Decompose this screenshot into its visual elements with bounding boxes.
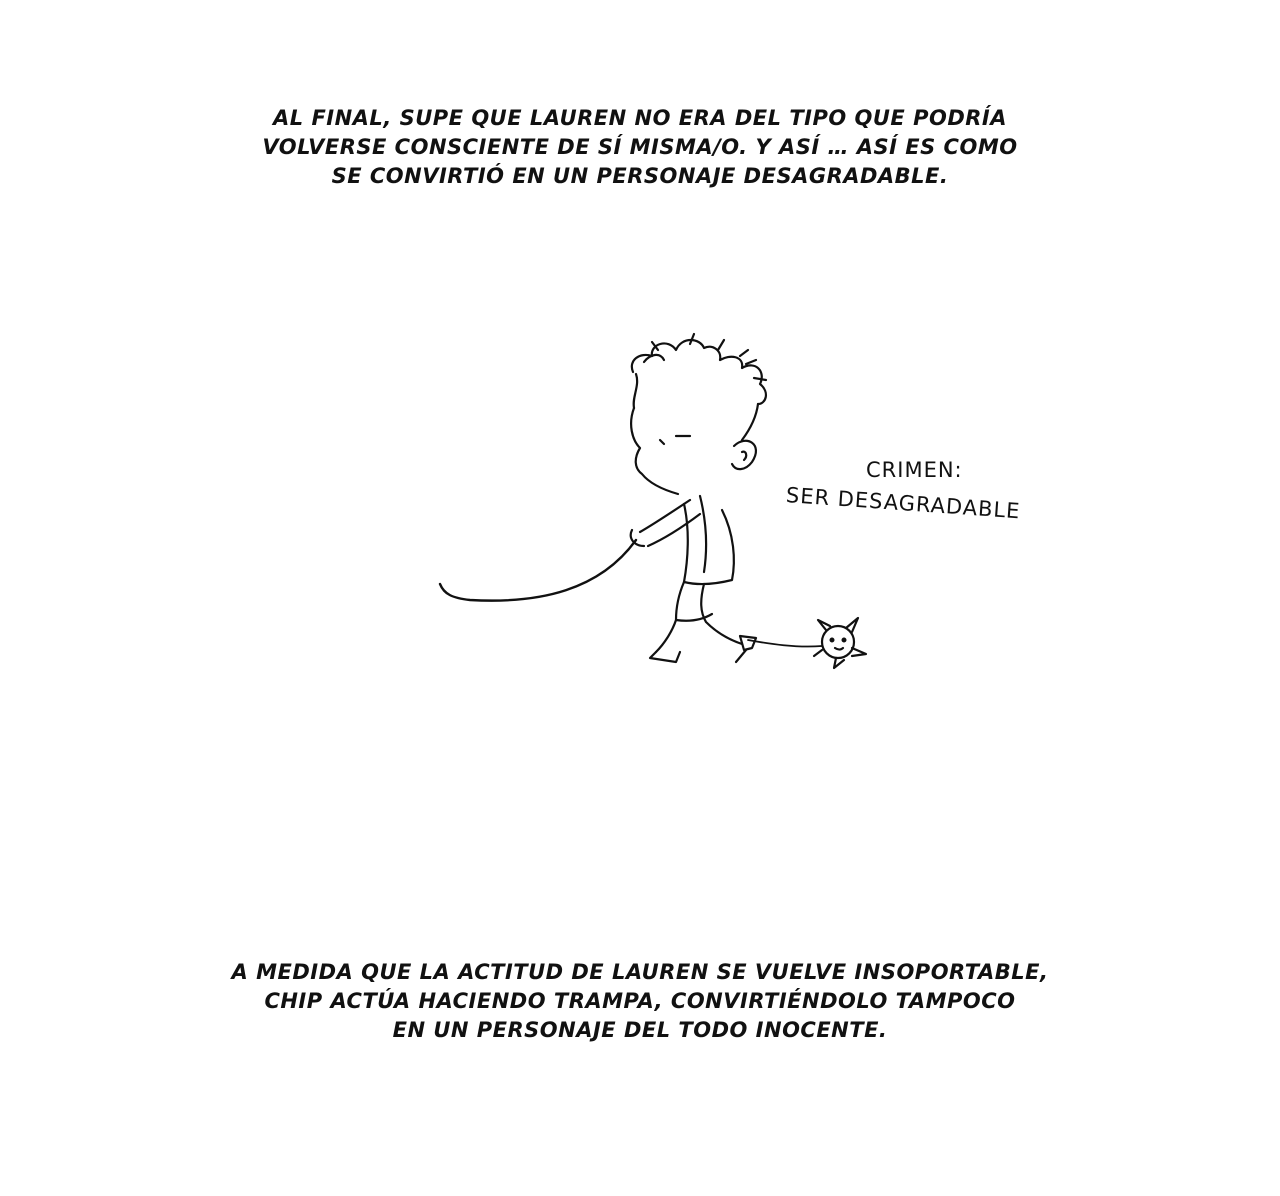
caption-top-line-1: AL FINAL, SUPE QUE LAUREN NO ERA DEL TIPO QUE PODRÍA xyxy=(273,106,1007,130)
child-with-leash-icon xyxy=(631,334,766,662)
spiky-pet-icon xyxy=(814,618,866,668)
leash-rope xyxy=(440,540,636,601)
caption-bottom-line-3: EN UN PERSONAJE DEL TODO INOCENTE. xyxy=(392,1018,888,1042)
crime-label-text: SER DESAGRADABLE xyxy=(785,483,1022,524)
caption-bottom xyxy=(0,958,1280,1045)
pet-leash xyxy=(748,640,822,647)
caption-bottom-line-2: CHIP ACTÚA HACIENDO TRAMPA, CONVIRTIÉNDOLO TAMPOCO xyxy=(264,989,1016,1013)
crime-label xyxy=(785,458,1046,524)
caption-top-line-3: SE CONVIRTIÓ EN UN PERSONAJE DESAGRADABLE. xyxy=(331,164,949,188)
crime-label-line-1: CRIMEN: xyxy=(866,458,963,482)
caption-top xyxy=(0,104,1280,191)
caption-top-line-2: VOLVERSE CONSCIENTE DE SÍ MISMA/O. Y ASÍ … ASÍ ES COMO xyxy=(262,135,1018,159)
caption-bottom-line-1: A MEDIDA QUE LA ACTITUD DE LAUREN SE VUELVE INSOPORTABLE, xyxy=(231,960,1049,984)
crime-label-line-2 xyxy=(785,483,1046,524)
